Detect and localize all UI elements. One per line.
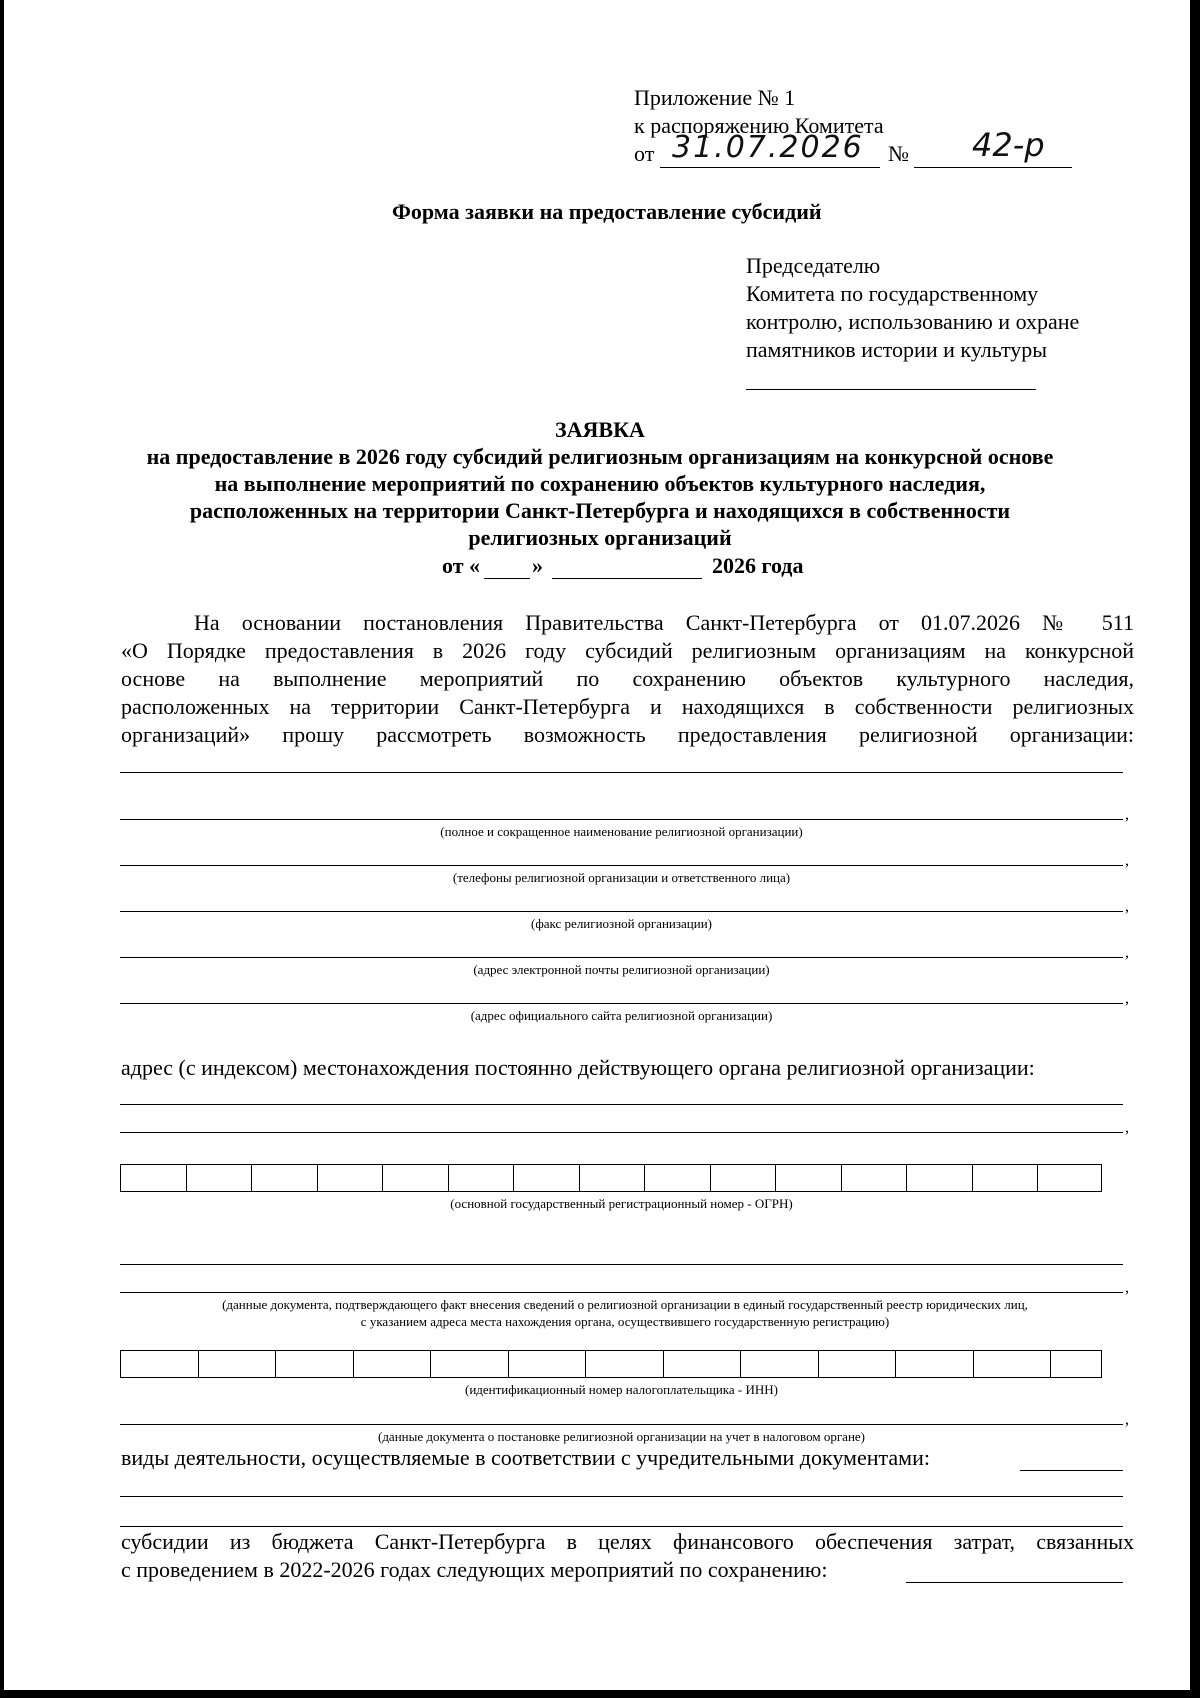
address-line-2 xyxy=(120,1132,1123,1133)
ogrn-digit-box xyxy=(514,1165,580,1191)
website-line xyxy=(120,1003,1123,1004)
inn-digit-box xyxy=(199,1351,277,1377)
tax-caption: (данные документа о постановке религиозной организации на учет в налоговом органе) xyxy=(377,1429,865,1444)
ogrn-digit-box xyxy=(121,1165,187,1191)
scan-edge-bottom xyxy=(0,1690,1200,1698)
website-comma: , xyxy=(1125,990,1129,1007)
addressee-line-4: памятников истории и культуры xyxy=(746,337,1048,362)
tax-line xyxy=(120,1424,1123,1425)
fax-line xyxy=(120,911,1123,912)
body-line-4: расположенных на территории Санкт-Петербурга и находящихся в собственности религиозных xyxy=(121,694,1134,719)
tax-comma: , xyxy=(1125,1411,1129,1428)
scan-edge-right xyxy=(1190,0,1200,1698)
name-comma: , xyxy=(1125,806,1129,823)
inn-digit-box xyxy=(741,1351,819,1377)
inn-boxes xyxy=(120,1350,1102,1378)
ogrn-caption: (основной государственный регистрационный номер - ОГРН) xyxy=(450,1196,793,1211)
form-title: Форма заявки на предоставление субсидий xyxy=(392,199,822,224)
ogrn-digit-box xyxy=(1038,1165,1101,1191)
heading-subtitle-2: на выполнение мероприятий по сохранению объектов культурного наследия, xyxy=(214,471,986,496)
ogrn-digit-box xyxy=(580,1165,646,1191)
egrul-comma: , xyxy=(1125,1279,1129,1296)
ogrn-digit-box xyxy=(907,1165,973,1191)
addressee-line-2: Комитета по государственному xyxy=(746,281,1039,306)
scan-edge-left xyxy=(0,0,4,1698)
addressee-signature-line xyxy=(746,389,1036,390)
egrul-line-2 xyxy=(120,1292,1123,1293)
ogrn-digit-box xyxy=(776,1165,842,1191)
heading-date-year: 2026 года xyxy=(712,553,804,578)
annex-date-handwritten: 31.07.2026 xyxy=(672,130,864,165)
ogrn-digit-box xyxy=(449,1165,515,1191)
egrul-caption-1: (данные документа, подтверждающего факт внесения сведений о религиозной организации в единый государственный реестр юридических лиц, xyxy=(222,1297,1028,1312)
annex-line-1: Приложение № 1 xyxy=(634,85,796,110)
subsidy-line-1: субсидии из бюджета Санкт-Петербурга в целях финансового обеспечения затрат, связанных xyxy=(121,1529,1134,1554)
email-comma: , xyxy=(1125,944,1129,961)
ogrn-boxes xyxy=(120,1164,1102,1192)
activities-line-2 xyxy=(120,1526,1123,1527)
heading-subtitle-4: религиозных организаций xyxy=(468,525,732,550)
heading-date-day-line xyxy=(484,578,530,579)
annex-date-line xyxy=(660,167,880,168)
body-line-2: «О Порядке предоставления в 2026 году субсидий религиозным организациям на конкурсной xyxy=(121,638,1134,663)
email-line xyxy=(120,957,1123,958)
subsidy-line-2: с проведением в 2022-2026 годах следующих мероприятий по сохранению: xyxy=(121,1557,828,1582)
email-caption: (адрес электронной почты религиозной организации) xyxy=(473,962,770,977)
heading-subtitle-1: на предоставление в 2026 году субсидий религиозным организациям на конкурсной основе xyxy=(146,444,1054,469)
inn-digit-box xyxy=(974,1351,1052,1377)
heading-date-from: от « xyxy=(442,553,481,578)
heading-date-month-line xyxy=(552,578,702,579)
address-label: адрес (с индексом) местонахождения постоянно действующего органа религиозной организации: xyxy=(121,1055,1035,1080)
inn-digit-box xyxy=(1051,1351,1101,1377)
inn-caption: (идентификационный номер налогоплательщика - ИНН) xyxy=(464,1382,779,1397)
ogrn-digit-box xyxy=(711,1165,777,1191)
inn-digit-box xyxy=(431,1351,509,1377)
annex-line-2: к распоряжению Комитета xyxy=(634,113,884,138)
annex-number-label: № xyxy=(888,141,909,166)
name-line-2 xyxy=(120,819,1123,820)
fax-comma: , xyxy=(1125,898,1129,915)
inn-digit-box xyxy=(586,1351,664,1377)
ogrn-digit-box xyxy=(252,1165,318,1191)
ogrn-digit-box xyxy=(383,1165,449,1191)
body-line-1: На основании постановления Правительства Санкт-Петербурга от 01.07.2026 № 511 xyxy=(194,610,1134,635)
inn-digit-box xyxy=(354,1351,432,1377)
inn-digit-box xyxy=(509,1351,587,1377)
heading-date-quote: » xyxy=(532,553,543,578)
activities-line-1 xyxy=(120,1496,1123,1497)
inn-digit-box xyxy=(121,1351,199,1377)
fax-caption: (факс религиозной организации) xyxy=(531,916,712,931)
addressee-line-3: контролю, использованию и охране xyxy=(746,309,1080,334)
activities-inline-line xyxy=(1020,1470,1123,1471)
heading-title: ЗАЯВКА xyxy=(555,417,645,442)
website-caption: (адрес официального сайта религиозной организации) xyxy=(470,1008,773,1023)
egrul-line-1 xyxy=(120,1264,1123,1265)
ogrn-digit-box xyxy=(973,1165,1039,1191)
inn-digit-box xyxy=(896,1351,974,1377)
heading-subtitle-3: расположенных на территории Санкт-Петербурга и находящихся в собственности xyxy=(189,498,1011,523)
ogrn-digit-box xyxy=(187,1165,253,1191)
address-line-1 xyxy=(120,1104,1123,1105)
body-line-3: основе на выполнение мероприятий по сохранению объектов культурного наследия, xyxy=(121,666,1134,691)
body-line-5: организаций» прошу рассмотреть возможность предоставления религиозной организации: xyxy=(121,722,1134,747)
ogrn-digit-box xyxy=(645,1165,711,1191)
ogrn-digit-box xyxy=(842,1165,908,1191)
annex-from-label: от xyxy=(634,141,655,166)
name-line-1 xyxy=(120,772,1123,773)
phones-caption: (телефоны религиозной организации и ответственного лица) xyxy=(452,870,791,885)
annex-number-handwritten: 42-р xyxy=(972,126,1045,164)
subsidy-inline-line xyxy=(906,1582,1123,1583)
inn-digit-box xyxy=(664,1351,742,1377)
phones-comma: , xyxy=(1125,852,1129,869)
name-caption: (полное и сокращенное наименование религиозной организации) xyxy=(440,824,803,839)
addressee-line-1: Председателю xyxy=(746,253,881,278)
inn-digit-box xyxy=(819,1351,897,1377)
annex-number-line xyxy=(914,167,1072,168)
phones-line xyxy=(120,865,1123,866)
ogrn-digit-box xyxy=(318,1165,384,1191)
inn-digit-box xyxy=(276,1351,354,1377)
address-comma: , xyxy=(1125,1119,1129,1136)
egrul-caption-2: с указанием адреса места нахождения органа, осуществившего государственную регистрацию) xyxy=(360,1314,890,1329)
activities-label: виды деятельности, осуществляемые в соответствии с учредительными документами: xyxy=(121,1445,930,1470)
